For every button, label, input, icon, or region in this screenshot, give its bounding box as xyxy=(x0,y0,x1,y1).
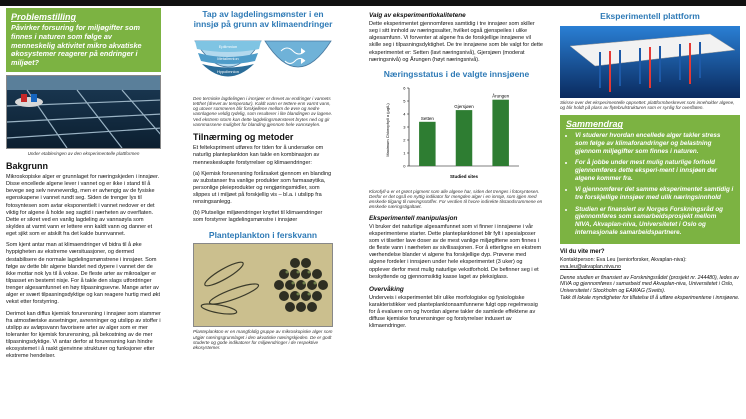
overvaking-text: Underveis i eksperimentet blir ulike morfologiske og fysiologiske karakteristikker ved planteplanktonsamfunnene fulgt opp regelmessig for å evaluere om og hvordan algene takler de samlede effektene av diffuse kjemiske forurensninger og forstyrrelser indusert av klimaendringer. xyxy=(369,294,538,330)
bakgrunn-body xyxy=(6,174,161,361)
lake-diagram xyxy=(193,33,333,94)
nutrient-bar-chart xyxy=(369,80,544,182)
contact-email[interactable]: eva.leu@akvaplan.niva.no xyxy=(560,263,621,270)
photo1-caption: Under etableringen av den eksperimentelle plattformen xyxy=(27,150,140,156)
summary-title: Sammendrag xyxy=(566,119,624,130)
column-2 xyxy=(193,6,333,419)
contact-section xyxy=(560,249,740,301)
y-tick-label: 3 xyxy=(403,124,406,130)
column-3 xyxy=(369,6,544,419)
bakgrunn-p3: Derimot kan diffus kjemisk forurensning i innsjøer som stammer fra atmosfæriske avsetninger, avrenninger og utslipp av stoffer i utslipp av avløpsvann favorisere arter av alger som er mer toleranter for kjemisk forurensning, på bekostning av de mer tilpasningsdyktige. Vi antar derfor at forurensning kan hindre ekosystemet i å raskt gjenvinne strukturer og funksjoner etter ekstreme hendelser. xyxy=(6,310,161,360)
summary-bullet: • Vi gjennomfører det samme eksperimentet samtidig i tre forskjellige innsjøer med ulik næringsinnhold xyxy=(575,186,734,201)
manipulasjon-text: Vi bruker det naturlige algesamfunnet som vi finner i innsjøene i vår eksperimentene starter. Dette planteplanktonet blir fylt i spesialposer som vi tilsetter lave doser av de mest vanlige miljøgiftene som finnes i de fleste vann i nærheten av sivilisasjonen. For å etterligne en ekstrem værhendelse blander vi algene fra forskjellige dyp. Prøvene med algene fordeler i innsjøen under hele eksperimentet (3 uker) og opplever derfor mest mulig naturlige vekstforhold. De befinner seg i et beskyttende og gjennomsiktig kasse laget av pleksiglass. xyxy=(369,223,542,280)
problem-box xyxy=(6,8,161,72)
problem-text: Påvirker forsuring for miljøgifter som finnes i naturen som følge av menneskelig aktivitet mikro akvatiske økosystemer reagerer på endringer i miljøet? xyxy=(11,23,142,67)
chart-bars xyxy=(419,92,510,165)
platform-caption: Skisse over det eksperimentelle oppsettet: plattformbeskrevet som inneholder algene, og blir holdt på plass av flytebrulstrukturen som er synlig for overflaten. xyxy=(560,99,735,111)
plankton-photo xyxy=(193,243,333,327)
overvaking-heading: Overvåking xyxy=(369,285,404,293)
summary-list xyxy=(566,132,734,236)
chart-title: Næringsstatus i de valgte innsjøene xyxy=(383,68,530,79)
column-1 xyxy=(6,6,161,419)
bar-category-label: Setten xyxy=(420,115,434,121)
plankton-heading: Planteplankton i ferskvann xyxy=(208,229,318,240)
tilnarming-body xyxy=(193,145,333,224)
label-hypolimnion: Hypolimnion xyxy=(216,68,240,74)
diagram-heading: Tap av lagdelingsmønster i en innsjø på grunn av klimaendringer xyxy=(193,9,333,29)
bakgrunn-heading: Bakgrunn xyxy=(6,161,49,172)
y-tick-label: 5 xyxy=(403,98,406,104)
summary-box xyxy=(560,115,740,244)
valg-text: Dette eksperimentet gjennomføres samtidig i tre innsjøer som skiller seg i sitt innhold av næringssalter, hvilket også gjenspeiles i ulike algesamfunn. Vi forventer at algene fra de forskjellige innsjøene vil skille seg i tilpasningsdyktighet. De tre innsjøene som ble valgt for dette eksperimentet er: Setten (lavt næringsnivå), Gjersjøen (moderat næringsnivå) og Årungen (høyt næringsnivå). xyxy=(369,21,543,63)
tilnarming-p2: (a) Kjemisk forurensning forårsaket gjennom en blanding av substanser fra vanlige produkter som farmasøytika, personlige pleieprodukter og rengjøringsmidler, som slippes ut i miljøet på forskjellig vis – bl.a. i utslipp fra rensingsanlegg. xyxy=(193,170,332,206)
summary-bullet: • Vi studerer hvordan encellede alger takler stress som følge av klimaforandringer og belastning gjennom miljøgifter som finnes i naturen. xyxy=(575,132,734,155)
stratification-diagram xyxy=(193,33,333,89)
bar-category-label: Gjersjøen xyxy=(454,103,474,109)
chart-ylabel: Maximum Chlorophyll a (µg/L) xyxy=(385,102,390,157)
contact-heading: Vil du vite mer? xyxy=(560,249,605,256)
column-4 xyxy=(560,6,740,419)
chart-container xyxy=(369,80,544,187)
diagram-caption: Den termiske lagdelingen i innsjøer er drevet av endringer i vannets tetthet (drevet av temperatur). Kaldt vann er tettere enn varmt vann, og utover sommeren blir forskjellene mellom de øvre og nedre vannlagene veldig tydelig, som resulterer i lite blandingen av lagene. Ved ekstrem storm kan dette lagdelingsmønsteret brytes ned og gir vannmassene mulighet for blanding gjennom hele vannsøylen. xyxy=(193,95,333,127)
platform-illustration xyxy=(560,26,740,98)
y-tick-label: 4 xyxy=(403,111,406,117)
platform-heading: Eksperimentell plattform xyxy=(600,11,700,21)
chart-bar xyxy=(456,110,473,166)
y-tick-label: 0 xyxy=(403,163,406,169)
problem-title: Problemstilling xyxy=(11,12,77,22)
tilnarming-p3: (b) Plutselige miljøendringer knyttet til klimaendringer som forstyrrer lagdelingsmønstre i innsjøer xyxy=(193,210,323,224)
platform-photo xyxy=(6,75,161,149)
chart-bar xyxy=(492,99,509,165)
plankton-micrograph xyxy=(194,244,333,326)
contact-line: Kontaktperson: Eva Leu (seniorforsker, Akvaplan-niva): xyxy=(560,257,687,264)
chart-caption: Klorofyll-a er et grønt pigment som alle algene har, siden det trenges i fotosyntesen. Derfor er det også en nyttig indikator for mengden alger i en innsjø, som igjen med ønskede tilgang til næringsstoffer. For verdien til hvore indirekte tilstandsrammene en ønskede næringstigaltaet. xyxy=(369,188,543,210)
valg-heading: Valg av eksperimentlokalitetene xyxy=(369,12,466,19)
bar-category-label: Årungen xyxy=(492,93,510,99)
y-tick-label: 2 xyxy=(403,137,406,143)
bakgrunn-p1: Mikroskopiske alger er grunnlaget for næringskjeden i innsjøer. Disse encellede algene lever i vannet og er ikke i stand til å bevege seg selv nevneverdig, men er avhengig av de fysiske egenskapene i vannet rundt seg. Siden de trenger lys til fotosyntesen som avtar eksponentielt i vannet nedover er det viktig for algene å holde seg sagtid i nærheten av overflaten. Dette er sikret ved en vanlig lagdeling av vannsøyla som skyldes at varmt vann er lettere enn kaldt vann og danner et eget sjikt som er atskilt fra det kalde bunnvannet. xyxy=(6,174,160,238)
label-metalimnion: Metalimnion xyxy=(217,55,239,61)
chart-bar xyxy=(419,121,435,165)
bakgrunn-p2: Som kjent antar man at klimaendringer vil bidra til å øke hyppigheten av ekstreme værsituasjoner, og dermed destabilisere de normale lagdelingsmønstrene i innsjøer. Som følge av dette blir algene blandet ned dypere i vannet der de ikke mottar nok lys til å vokse. De fleste arter av mikroalger er tilpasset en bestemt nisje. For å takle den slags utfordringer trenger algesamfunnet en høy tilpasningsevne. Mange arter av alger er svært tilpasningsdyktige og kan reagere hurtig med økt vekst etter forstyrring. xyxy=(6,242,161,306)
y-tick-label: 6 xyxy=(403,85,406,91)
summary-bullet: • Studien er finansiert av Norges Forskningsråd og gjennomføres som samarbeidsprosjekt mellom NIVA, Akvaplan-niva, Universitetet i Oslo og internasjonale samarbeidspartnere. xyxy=(575,206,734,237)
platform-photo-image xyxy=(7,76,161,148)
label-epilimnion: Epilimnion xyxy=(218,43,238,49)
summary-bullet: • For å jobbe under mest mulig naturlige forhold gjennomføres dette eksperi-ment i innsjøen der algene kommer fra. xyxy=(575,159,734,182)
manipulasjon-heading: Eksperimentell manipulasjon xyxy=(369,214,458,222)
tilnarming-p1: Et feltekspriment utføres for tiden for å undersøke om naturlig planteplankton kan takle en kombinasjon av menneskeskapte forstyrrelser og klimaendringer: xyxy=(193,145,324,166)
contact-funding: Denne studien er finansiert av Forskningsrådet (prosjekt nr. 244480), ledes av NIVA og gjennomføres i samarbeid med Akvaplan-niva, Universitetet i Oslo, Universitetet i Stockholm og EAWAG (Sveits). xyxy=(560,274,739,295)
contact-thanks: Takk til lokale myndigheter for tillatelse til å utføre eksperimentene i innsjøene. xyxy=(560,294,740,301)
platform-3d-image xyxy=(560,26,740,98)
y-tick-label: 1 xyxy=(403,150,406,156)
chart-xlabel: Studied sites xyxy=(449,173,479,179)
plankton-caption: Planteplankton er en mangfoldig gruppe av mikroskopiske alger som utgjør næringsgrunnlaget i den akvatiske næringskjeden. De er godt studerte og gode indikatorer for miljøendringer i de respektive økosystemer. xyxy=(193,329,333,351)
tilnarming-heading: Tilnærming og metoder xyxy=(193,132,294,143)
